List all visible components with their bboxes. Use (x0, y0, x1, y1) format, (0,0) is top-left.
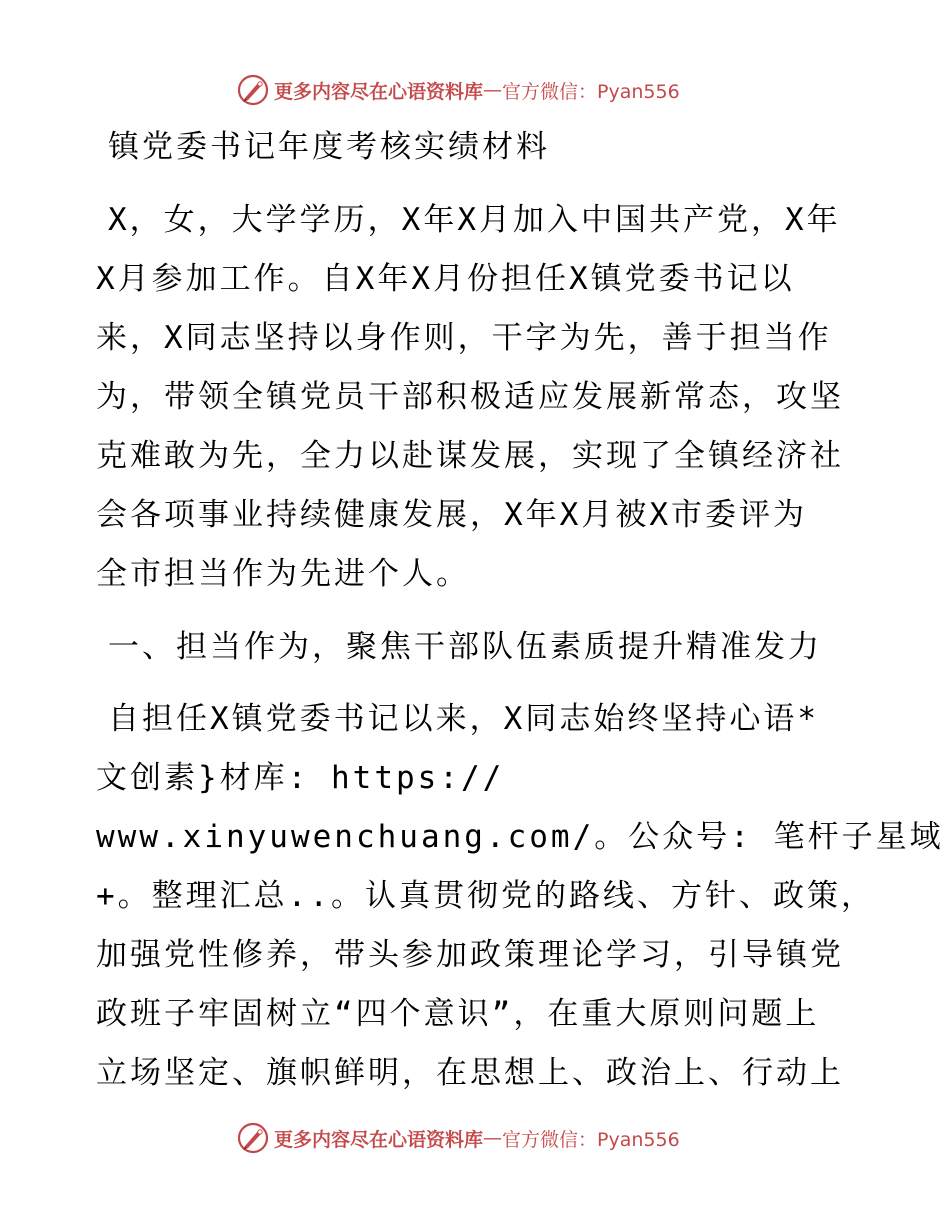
paragraph1-line: 会各项事业持续健康发展，X年X月被X市委评为 (96, 497, 807, 533)
paragraph1-line: X，女，大学学历，X年X月加入中国共产党，X年 (108, 202, 841, 238)
watermark-wechat-text: 官方微信：Pyan556 (502, 80, 680, 103)
watermark-main-text: 更多内容尽在心语资料库 (274, 1128, 484, 1151)
paragraph2-line: www.xinyuwenchuang.com/。公众号: 笔杆子星域 (96, 819, 944, 855)
paragraph1-line: 来，X同志坚持以身作则，干字为先，善于担当作 (96, 320, 832, 356)
watermark-separator: — (483, 1127, 503, 1149)
pen-logo-icon (236, 1121, 270, 1155)
document-title: 镇党委书记年度考核实绩材料 (108, 129, 550, 165)
section-heading: 一、担当作为，聚焦干部队伍素质提升精准发力 (108, 629, 822, 665)
paragraph1-line: X月参加工作。自X年X月份担任X镇党委书记以 (96, 261, 795, 297)
paragraph1-line: 克难敢为先，全力以赴谋发展，实现了全镇经济社 (96, 438, 844, 474)
paragraph1-line: 为，带领全镇党员干部积极适应发展新常态，攻坚 (96, 379, 844, 415)
watermark-separator: — (483, 79, 503, 101)
paragraph2-line: 加强党性修养，带头参加政策理论学习，引导镇党 (96, 937, 844, 973)
pen-logo-icon (236, 73, 270, 107)
watermark-banner-top (236, 72, 680, 108)
watermark-main-text: 更多内容尽在心语资料库 (274, 80, 484, 103)
watermark-banner-bottom (236, 1120, 680, 1156)
watermark-wechat-text: 官方微信：Pyan556 (502, 1128, 680, 1151)
paragraph2-line: 立场坚定、旗帜鲜明，在思想上、政治上、行动上 (96, 1055, 844, 1091)
paragraph2-line: 自担任X镇党委书记以来，X同志始终坚持心语* (108, 701, 819, 737)
paragraph2-line: 文创素}材库: https:// (96, 760, 505, 796)
paragraph2-line: +。整理汇总..。认真贯彻党的路线、方针、政策， (96, 878, 875, 914)
paragraph2-line: 政班子牢固树立“四个意识”，在重大原则问题上 (96, 996, 820, 1032)
paragraph1-line: 全市担当作为先进个人。 (96, 556, 470, 592)
